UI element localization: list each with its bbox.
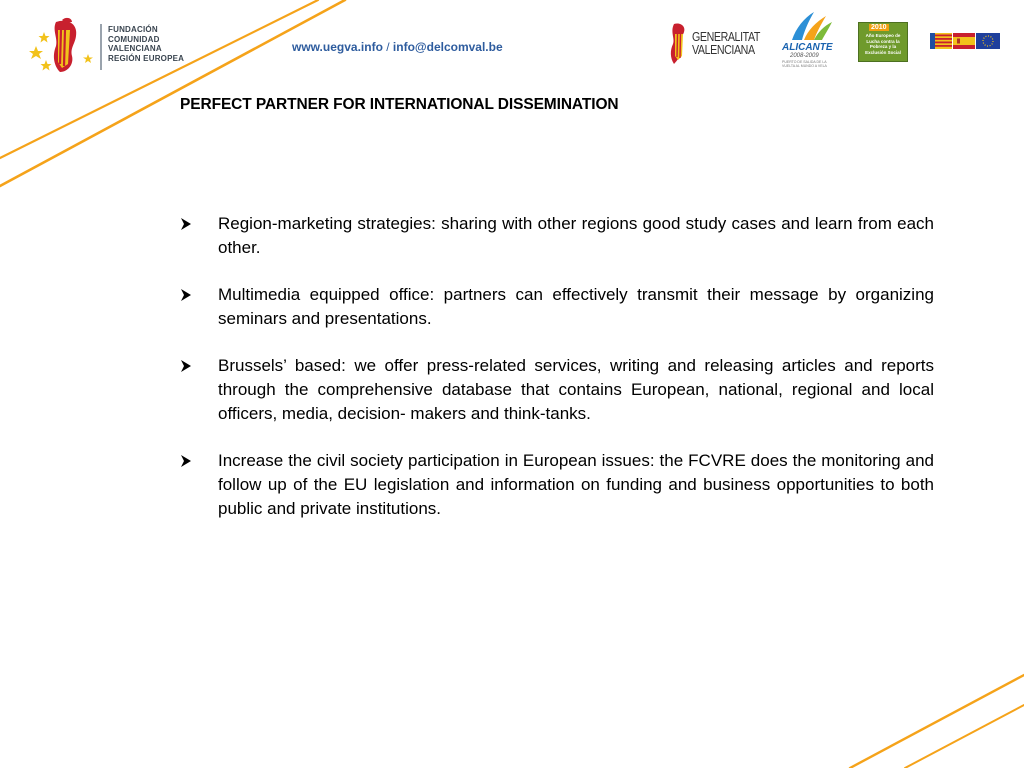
email-link[interactable]: info@delcomval.be [392, 40, 503, 54]
european-year-2010-logo [858, 22, 908, 62]
sails-icon [778, 8, 838, 42]
flags-icon [930, 33, 1000, 49]
gva-emblem-icon [668, 22, 690, 66]
list-item [180, 354, 934, 426]
gva-text [692, 30, 760, 56]
fcvre-logo [28, 16, 185, 76]
list-item-text: Multimedia equipped office: partners can effectively transmit their message by organizing seminars and presentations. [218, 285, 934, 328]
website-link[interactable]: www.uegva.info [292, 40, 383, 54]
alicante-name: ALICANTE [782, 42, 833, 53]
gva-line: VALENCIANA [692, 42, 755, 57]
logo-line: FUNDACIÓN [108, 25, 158, 34]
logo-line: REGIÓN EUROPEA [108, 53, 185, 63]
list-item [180, 212, 934, 260]
arrow-bullet-icon [180, 359, 192, 373]
list-item-text: Increase the civil society participation in European issues: the FCVRE does the monitoring and follow up of the EU legislation and information on funding and business opportunities to both public and private institutions. [218, 451, 934, 518]
list-item [180, 449, 934, 521]
eu-flag-icon [976, 33, 1000, 49]
year-number: 2010 [871, 24, 887, 31]
logo-line: VALENCIANA [108, 44, 162, 53]
arrow-bullet-icon [180, 454, 192, 468]
alicante-logo [778, 8, 838, 70]
fcvre-logo-text [108, 25, 198, 63]
list-item-text: Brussels’ based: we offer press-related services, writing and releasing articles and reports through the comprehensive database that contains European, national, regional and local officers, media, decision- makers and think-tanks. [218, 356, 934, 423]
year-text: Año Europeo de Lucha contra la Pobreza y la Exclusión Social [865, 33, 901, 55]
page-title: PERFECT PARTNER FOR INTERNATIONAL DISSEMINATION [180, 96, 619, 113]
logo-line: COMUNIDAD [108, 34, 160, 44]
logo-divider [100, 24, 102, 70]
generalitat-valenciana-logo [668, 22, 760, 68]
alicante-tagline: PUERTO DE SALIDA DE LA VUELTA AL MUNDO A VELA [782, 60, 827, 68]
alicante-years: 2008-2009 [790, 53, 819, 59]
contact-separator: / [382, 40, 393, 54]
bullet-list [180, 212, 934, 544]
list-item-text: Region-marketing strategies: sharing with other regions good study cases and learn from each other. [218, 214, 934, 257]
gva-line: GENERALITAT [692, 29, 760, 44]
arrow-bullet-icon [180, 288, 192, 302]
fcvre-emblem-icon [28, 16, 96, 76]
arrow-bullet-icon [180, 217, 192, 231]
list-item [180, 283, 934, 331]
spain-flag-icon [953, 33, 975, 49]
valencia-flag-icon [930, 33, 952, 49]
contact-line [292, 40, 503, 54]
